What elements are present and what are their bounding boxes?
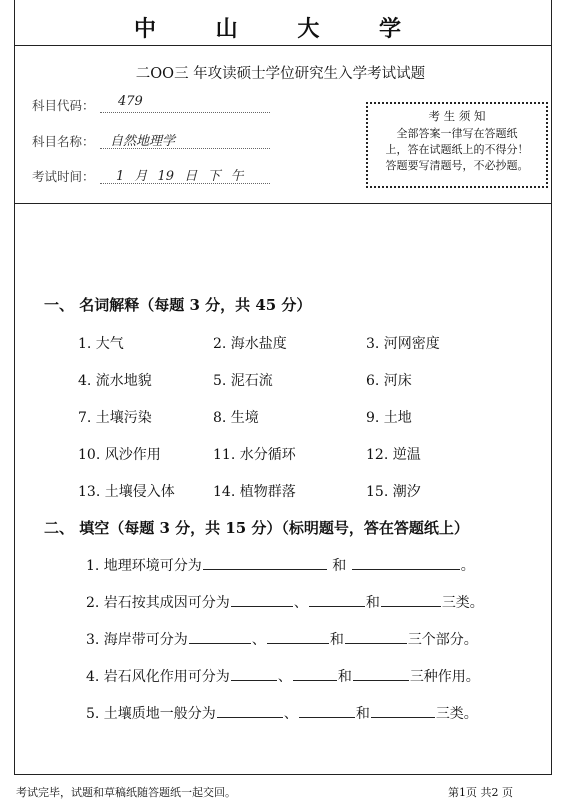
fill-text: 三类。 (441, 595, 484, 611)
term-item: 14. 植物群落 (213, 484, 296, 500)
fill-text: 和 (355, 706, 370, 722)
fill-item-4 (86, 666, 480, 686)
notice-line: 上，答在试题纸上的不得分！ (385, 143, 529, 156)
fill-text: 3. 海岸带可分为 (86, 632, 188, 648)
subject-name-value: 自然地理学 (110, 134, 176, 149)
exam-subtitle: 二OO三 年攻读硕士学位研究生入学考试试题 (135, 66, 426, 82)
term-item: 2. 海水盐度 (213, 336, 287, 352)
subject-code-label: 科目代码： (32, 98, 95, 113)
fill-item-2 (86, 592, 484, 612)
term-item: 11. 水分循环 (213, 447, 296, 463)
section-1-heading: 一、 名词解释（每题 3 分，共 45 分） (44, 296, 312, 314)
fill-text: 和 (332, 558, 347, 574)
fill-text: 。 (460, 558, 475, 574)
term-item: 5. 泥石流 (213, 373, 273, 389)
answer-blank (299, 703, 355, 718)
answer-blank (189, 629, 251, 644)
fill-item-5 (86, 703, 478, 723)
term-item: 15. 潮汐 (366, 484, 421, 500)
fill-text: 5. 土壤质地一般分为 (86, 706, 216, 722)
exam-time-value: 1 月 19 日 下 午 (116, 169, 244, 184)
answer-blank (217, 703, 283, 718)
answer-blank (381, 592, 441, 607)
subject-code-value: 479 (118, 94, 143, 109)
fill-text: 、 (277, 669, 292, 685)
footer-instruction: 考试完毕，试题和草稿纸随答题纸一起交回。 (16, 786, 236, 799)
notice-title: 考 生 须 知 (428, 109, 486, 123)
subject-name-line (100, 148, 270, 149)
answer-blank (231, 666, 277, 681)
candidate-notice-box (366, 102, 548, 188)
term-item: 3. 河网密度 (366, 336, 440, 352)
term-item: 9. 土地 (366, 410, 412, 426)
answer-blank (352, 555, 460, 570)
page-number: 第1页 共2 页 (448, 786, 513, 799)
term-item: 13. 土壤侵入体 (78, 484, 175, 500)
fill-text: 三类。 (435, 706, 478, 722)
subject-code-line (100, 112, 270, 113)
answer-blank (309, 592, 365, 607)
fill-text: 4. 岩石风化作用可分为 (86, 669, 230, 685)
notice-line: 答题要写清题号，不必抄题。 (385, 159, 529, 172)
answer-blank (293, 666, 337, 681)
term-item: 8. 生境 (213, 410, 259, 426)
title-divider (14, 45, 552, 46)
answer-blank (371, 703, 435, 718)
term-item: 4. 流水地貌 (78, 373, 152, 389)
fill-text: 和 (329, 632, 344, 648)
answer-blank (231, 592, 293, 607)
term-item: 6. 河床 (366, 373, 412, 389)
answer-blank (345, 629, 407, 644)
exam-time-line (100, 183, 270, 184)
term-item: 10. 风沙作用 (78, 447, 161, 463)
fill-text: 和 (337, 669, 352, 685)
answer-blank (353, 666, 409, 681)
term-item: 7. 土壤污染 (78, 410, 152, 426)
university-title: 中 山 大 学 (134, 16, 427, 42)
fill-text: 、 (251, 632, 266, 648)
header-divider (14, 203, 552, 204)
fill-text: 、 (293, 595, 308, 611)
term-item: 1. 大气 (78, 336, 124, 352)
exam-time-label: 考试时间： (32, 169, 95, 184)
fill-text: 三个部分。 (407, 632, 478, 648)
section-2-heading: 二、 填空（每题 3 分，共 15 分）（标明题号，答在答题纸上） (44, 519, 469, 537)
answer-blank (203, 555, 327, 570)
fill-text: 三种作用。 (409, 669, 480, 685)
subject-name-label: 科目名称： (32, 134, 95, 149)
fill-text: 1. 地理环境可分为 (86, 558, 202, 574)
fill-item-3 (86, 629, 478, 649)
notice-line: 全部答案一律写在答题纸 (396, 127, 518, 140)
fill-text: 和 (365, 595, 380, 611)
term-item: 12. 逆温 (366, 447, 421, 463)
fill-item-1 (86, 555, 475, 575)
fill-text: 、 (283, 706, 298, 722)
fill-text: 2. 岩石按其成因可分为 (86, 595, 230, 611)
answer-blank (267, 629, 329, 644)
